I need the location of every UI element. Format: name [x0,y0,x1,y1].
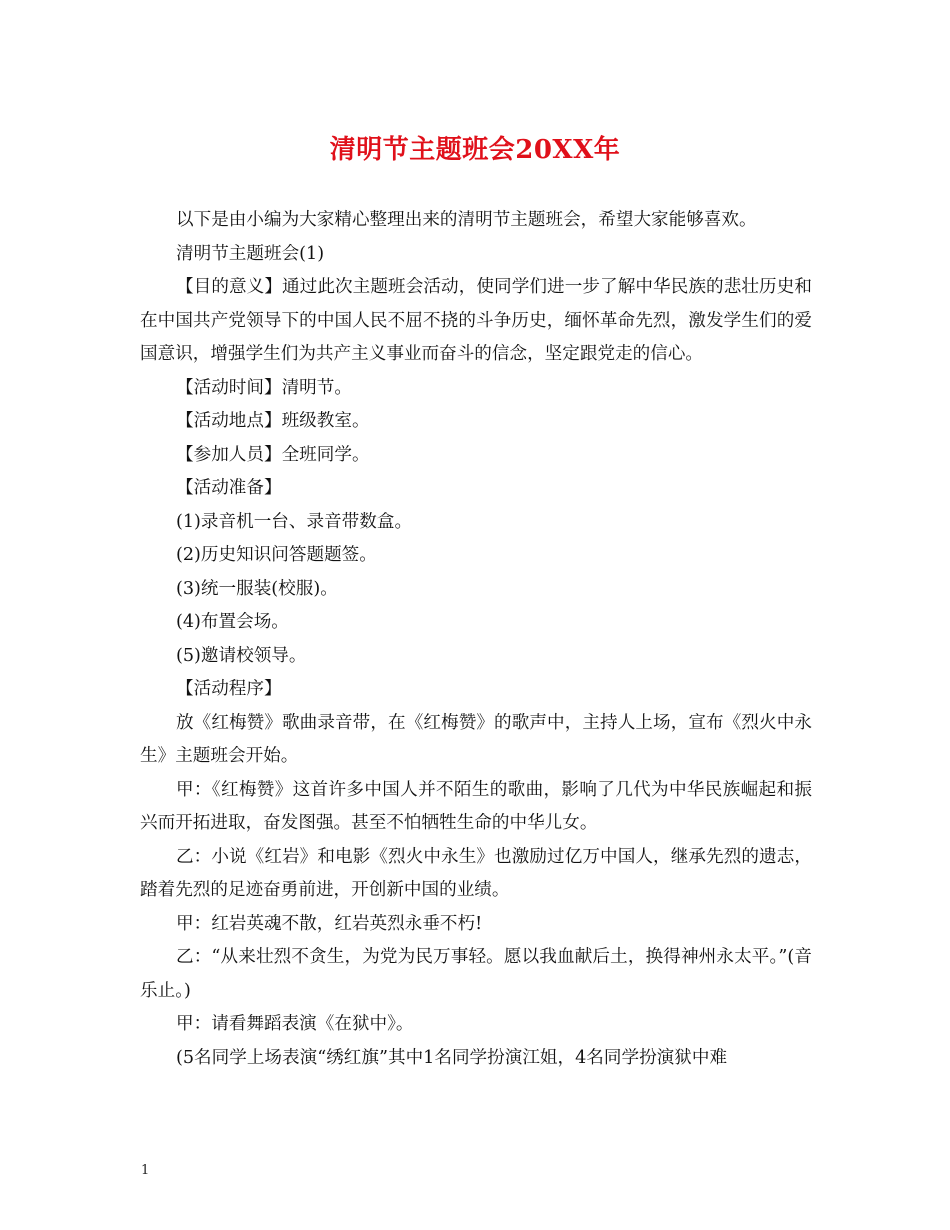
stage-direction: (5名同学上场表演“绣红旗”其中1名同学扮演江姐，4名同学扮演狱中难 [176,1047,728,1068]
document-body [140,204,812,1075]
list-item: (4)布置会场。 [176,612,289,632]
dialogue-line: 乙：小说《红岩》和电影《烈火中永生》也激励过亿万中国人，继承先烈的遗志，踏着先烈的足迹奋勇前进，开创新中国的业绩。 [140,846,812,900]
page-number: 1 [141,1163,150,1178]
paragraph-purpose: 【目的意义】通过此次主题班会活动，使同学们进一步了解中华民族的悲壮历史和在中国共产党领导下的中国人民不屈不挠的斗争历史，缅怀革命先烈，激发学生们的爱国意识，增强学生们为共产主义事业而奋斗的信念，坚定跟党走的信心。 [140,277,812,364]
paragraph-subtitle: 清明节主题班会(1) [176,243,325,264]
list-item: (3)统一服装(校服)。 [176,578,338,599]
paragraph-location: 【活动地点】班级教室。 [176,411,370,431]
list-item: (5)邀请校领导。 [176,645,307,666]
paragraph-procedure-heading: 【活动程序】 [176,679,282,699]
paragraph-opening: 放《红梅赞》歌曲录音带，在《红梅赞》的歌声中，主持人上场，宣布《烈火中永生》主题班会开始。 [140,712,812,766]
dialogue-line: 甲：红岩英魂不散，红岩英烈永垂不朽! [176,913,483,934]
paragraph-participants: 【参加人员】全班同学。 [176,444,370,465]
paragraph-preparation-heading: 【活动准备】 [176,478,282,498]
list-item: (1)录音机一台、录音带数盒。 [176,511,413,532]
dialogue-line: 甲：《红梅赞》这首许多中国人并不陌生的歌曲，影响了几代为中华民族崛起和振兴而开拓进取，奋发图强。甚至不怕牺牲生命的中华儿女。 [140,779,812,833]
paragraph-time: 【活动时间】清明节。 [176,377,352,398]
document-title: 清明节主题班会20XX年 [329,135,621,165]
dialogue-line: 甲：请看舞蹈表演《在狱中》。 [176,1014,414,1034]
paragraph-intro: 以下是由小编为大家精心整理出来的清明节主题班会，希望大家能够喜欢。 [176,210,757,230]
dialogue-line: 乙：“从来壮烈不贪生，为党为民万事轻。愿以我血献后土，换得神州永太平。”(音乐止。) [140,947,812,1001]
list-item: (2)历史知识问答题题签。 [176,545,377,565]
